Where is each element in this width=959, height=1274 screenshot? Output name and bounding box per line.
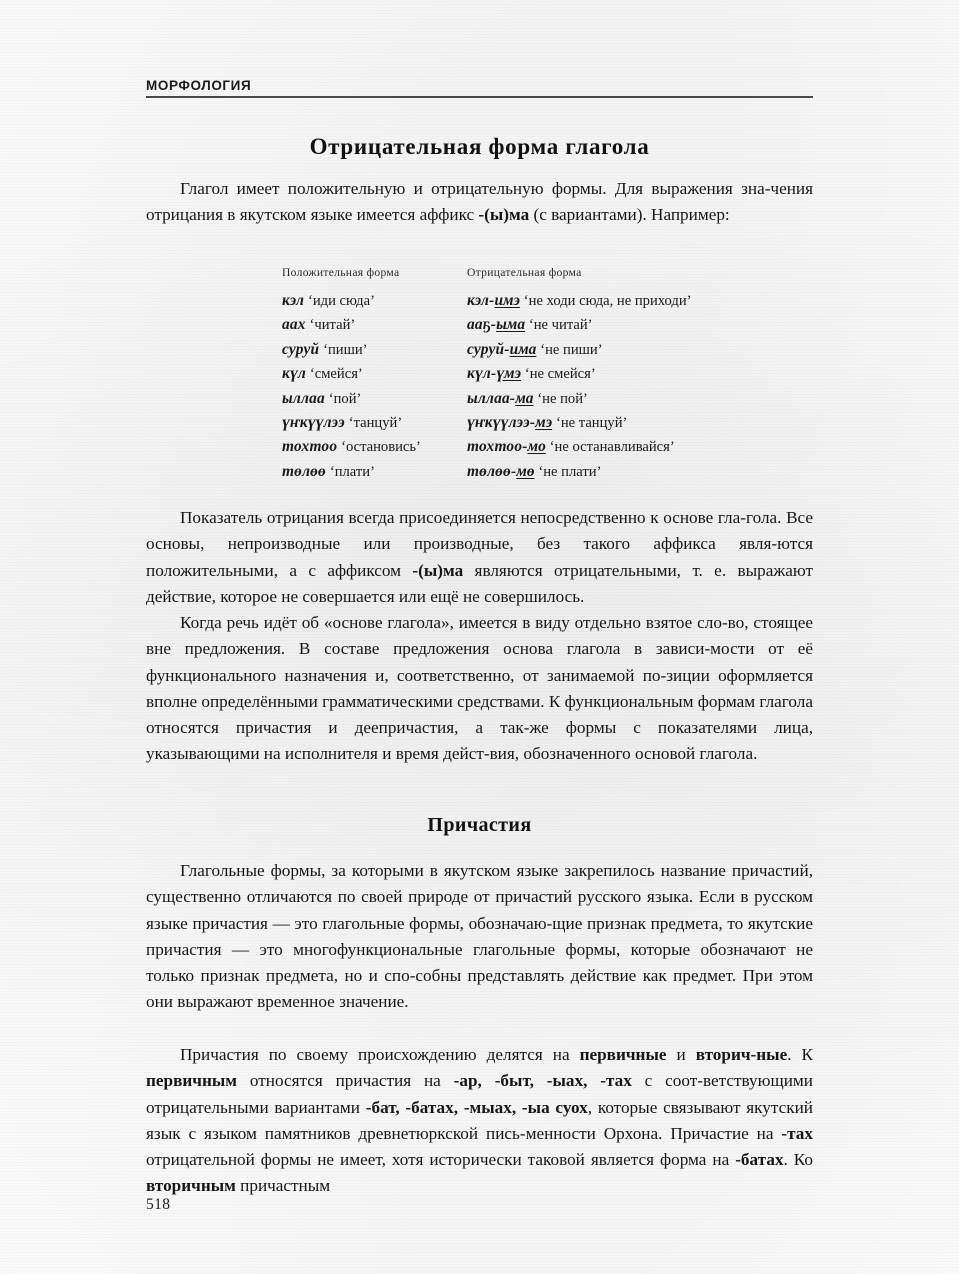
positive-gloss: ‘пой’ — [328, 390, 362, 407]
negative-gloss: ‘не плати’ — [538, 463, 602, 480]
positive-form-cell — [282, 387, 467, 411]
negative-suffix: имэ — [494, 292, 520, 309]
negative-stem: күл- — [467, 365, 497, 383]
negative-stem: ыллаа- — [467, 389, 516, 407]
positive-gloss: ‘остановись’ — [341, 439, 421, 456]
origin-suffix-tax: -тах — [781, 1123, 813, 1143]
negative-stem: суруй- — [467, 340, 510, 358]
column-header-positive: Положительная форма — [282, 266, 400, 279]
negation-affix: -(ы)ма — [412, 560, 464, 580]
origin-text-8: . Ко — [783, 1150, 813, 1170]
origin-text-2: и — [666, 1045, 696, 1064]
negative-gloss: ‘не пиши’ — [540, 341, 603, 358]
positive-form-cell — [282, 313, 467, 337]
positive-stem: аах — [282, 316, 306, 334]
negative-suffix: мо — [527, 438, 546, 456]
intro-affix: -(ы)ма — [478, 205, 530, 225]
examples-table — [282, 266, 802, 484]
positive-gloss: ‘танцуй’ — [348, 415, 403, 432]
table-row — [282, 411, 802, 435]
table-row — [282, 460, 802, 484]
origin-term-primary: первичные — [579, 1045, 667, 1064]
paragraph-participle-forms — [146, 858, 813, 1016]
positive-stem: төлөө — [282, 462, 326, 480]
positive-gloss: ‘читай’ — [309, 317, 356, 334]
negative-form-cell — [467, 313, 802, 337]
negative-gloss: ‘не ходи сюда, не приходи’ — [523, 293, 692, 309]
negative-gloss: ‘не останавливайся’ — [549, 439, 675, 456]
positive-stem: суруй — [282, 340, 320, 358]
intro-text-part2: (с вариантами). Например: — [529, 205, 730, 225]
participle-forms-text: Глагольные формы, за которыми в якутском языке закрепилось название причастий, существенно отличаются по своей природе от причастий русского языка. Если в русском языке причастия — это глагольные формы, обозначаю-щие признак предмета, то якутские причастия — это многофункциональные глагольные формы, которые обозначают не только признак предмета, но и спо-собны представлять действие как предмет. При этом они выражают временное значение. — [146, 861, 813, 1012]
intro-text-part1: Глагол имеет положительную и отрицательную формы. Для выражения зна-чения отрицания в якутском языке имеется аффикс — [146, 179, 813, 225]
origin-text-3: . К — [787, 1045, 814, 1064]
negative-form-cell — [467, 435, 802, 459]
table-row — [282, 289, 802, 313]
positive-stem: ыллаа — [282, 389, 325, 407]
negative-form-cell — [467, 338, 802, 362]
negative-gloss: ‘не пой’ — [537, 390, 588, 407]
positive-form-cell — [282, 338, 467, 362]
paragraph-verb-stem — [146, 610, 813, 768]
negative-suffix: ыма — [496, 316, 526, 334]
negative-suffix: үмэ — [496, 365, 521, 383]
origin-text-6: , которые связывают якутский язык с языком памятников древнетюркской пись-менности Орхона. Причастие на — [146, 1097, 813, 1143]
origin-text-1: Причастия по своему происхождению делятся на — [180, 1045, 580, 1064]
table-row — [282, 313, 802, 337]
origin-text-5: с соот-ветствующими отрицательными вариантами — [146, 1071, 813, 1117]
participles-heading: Причастия — [427, 814, 532, 836]
negative-form-cell — [467, 411, 802, 435]
origin-suffix-batax: -батах — [735, 1150, 784, 1170]
origin-text-9: причастным — [235, 1176, 331, 1196]
examples-header-row — [282, 266, 802, 279]
positive-gloss: ‘плати’ — [329, 463, 375, 480]
positive-gloss: ‘смейся’ — [309, 366, 363, 383]
running-head-text: МОРФОЛОГИЯ — [146, 78, 252, 93]
table-row — [282, 387, 802, 411]
negative-form-cell — [467, 460, 802, 484]
positive-gloss: ‘пиши’ — [323, 341, 368, 358]
table-row — [282, 435, 802, 459]
intro-paragraph — [146, 176, 813, 229]
negative-stem: кэл- — [467, 292, 495, 309]
negation-text-b: являются отрицательными, т. е. выражают действие, которое не совершается или ещё не совершилось. — [146, 560, 813, 606]
origin-term-secondary-dat: вторичным — [146, 1176, 236, 1196]
positive-stem: күл — [282, 365, 306, 383]
origin-term-primary-dat: первичным — [146, 1071, 237, 1091]
page-number: 518 — [146, 1196, 171, 1213]
paragraph-negation-indicator — [146, 505, 813, 610]
negation-text-a: Показатель отрицания всегда присоединяется непосредственно к основе гла-гола. Все основы, непроизводные или производные, без такого аффикса явля-ются положительными, а с аффиксом — [146, 508, 813, 580]
table-row — [282, 338, 802, 362]
positive-form-cell — [282, 435, 467, 459]
positive-stem: тохтоо — [282, 438, 338, 456]
origin-suffix-list-positive: -ар, -быт, -ыах, -тах — [453, 1071, 632, 1091]
column-header-negative: Отрицательная форма — [467, 266, 582, 279]
paragraph-participle-origin — [146, 1042, 813, 1200]
positive-form-cell — [282, 289, 467, 313]
negative-stem: төлөө- — [467, 462, 517, 480]
origin-text-4: относятся причастия на — [237, 1071, 454, 1091]
negative-gloss: ‘не читай’ — [528, 317, 593, 334]
negative-suffix: ма — [515, 389, 534, 407]
positive-stem: кэл — [282, 292, 305, 309]
negative-stem: тохтоо- — [467, 438, 528, 456]
negative-gloss: ‘не смейся’ — [524, 366, 596, 383]
negative-suffix: има — [509, 340, 537, 358]
running-head-rule — [146, 96, 813, 98]
table-row — [282, 362, 802, 386]
positive-form-cell — [282, 362, 467, 386]
negative-form-cell — [467, 289, 802, 313]
page-title: Отрицательная форма глагола — [309, 134, 650, 159]
negative-stem: үҥкүүлээ- — [467, 414, 536, 432]
negative-form-cell — [467, 362, 802, 386]
origin-suffix-list-negative: -бат, -батах, -мыах, -ыа суох — [365, 1097, 588, 1117]
negative-stem: ааҕ- — [467, 316, 497, 334]
origin-term-secondary: вторич-ные — [695, 1045, 788, 1064]
positive-form-cell — [282, 460, 467, 484]
positive-form-cell — [282, 411, 467, 435]
running-head — [146, 78, 813, 98]
negative-suffix: мө — [516, 462, 535, 480]
negative-form-cell — [467, 387, 802, 411]
negative-gloss: ‘не танцуй’ — [555, 415, 628, 432]
positive-stem: үҥкүүлээ — [282, 414, 345, 432]
negative-suffix: мэ — [535, 414, 553, 432]
positive-gloss: ‘иди сюда’ — [307, 293, 375, 309]
origin-text-7: отрицательной формы не имеет, хотя исторически таковой является форма на — [146, 1150, 736, 1170]
verb-stem-text: Когда речь идёт об «основе глагола», имеется в виду отдельно взятое сло-во, стоящее вне предложения. В составе предложения основа глагола в зависи-мости от её функционального назначения и, соответственно, от занимаемой по-зиции оформляется вполне определёнными грамматическими средствами. К функциональным формам глагола относятся причастия и деепричастия, а так-же формы с показателями лица, указывающими на исполнителя и время дейст-вия, обозначенного основой глагола. — [146, 613, 813, 764]
